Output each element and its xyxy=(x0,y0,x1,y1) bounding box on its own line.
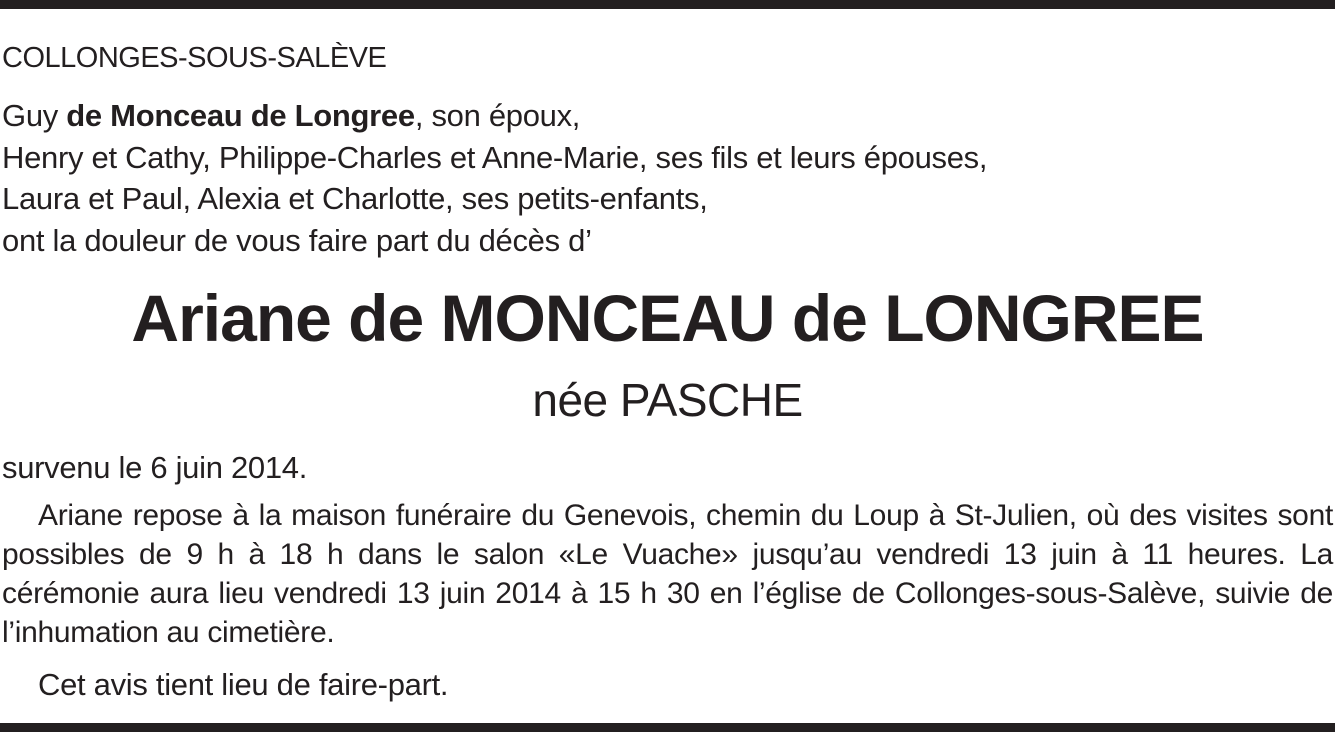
spouse-relation: , son époux, xyxy=(414,98,581,133)
place-heading: COLLONGES-SOUS-SALÈVE xyxy=(2,42,387,74)
spouse-surname: de Monceau de Longree xyxy=(66,98,415,133)
spouse-first-name: Guy xyxy=(2,98,67,133)
children-line: Henry et Cathy, Philippe-Charles et Anne-Marie, ses fils et leurs épouses, xyxy=(2,140,988,175)
maiden-name: née PASCHE xyxy=(532,374,803,426)
date-of-death: survenu le 6 juin 2014. xyxy=(2,450,308,485)
deceased-name: Ariane de MONCEAU de LONGREE xyxy=(131,281,1204,355)
announcement-line: ont la douleur de vous faire part du décès d’ xyxy=(2,223,592,258)
closing-note: Cet avis tient lieu de faire-part. xyxy=(38,667,449,702)
grandchildren-line: Laura et Paul, Alexia et Charlotte, ses petits-enfants, xyxy=(2,181,708,216)
spouse-line xyxy=(2,96,580,136)
bottom-border-rule xyxy=(0,723,1335,732)
top-border-rule xyxy=(0,0,1335,9)
funeral-details-paragraph: Ariane repose à la maison funéraire du Genevois, chemin du Loup à St-Julien, où des visites sont possibles de 9 h à 18 h dans le salon «Le Vuache» jusqu’au vendredi 13 juin à 11 heures. La cérémonie aura lieu vendredi 13 juin 2014 à 15 h 30 en l’église de Collonges-sous-Salève, suivie de l’inhumation au cimetière. xyxy=(2,499,1333,649)
